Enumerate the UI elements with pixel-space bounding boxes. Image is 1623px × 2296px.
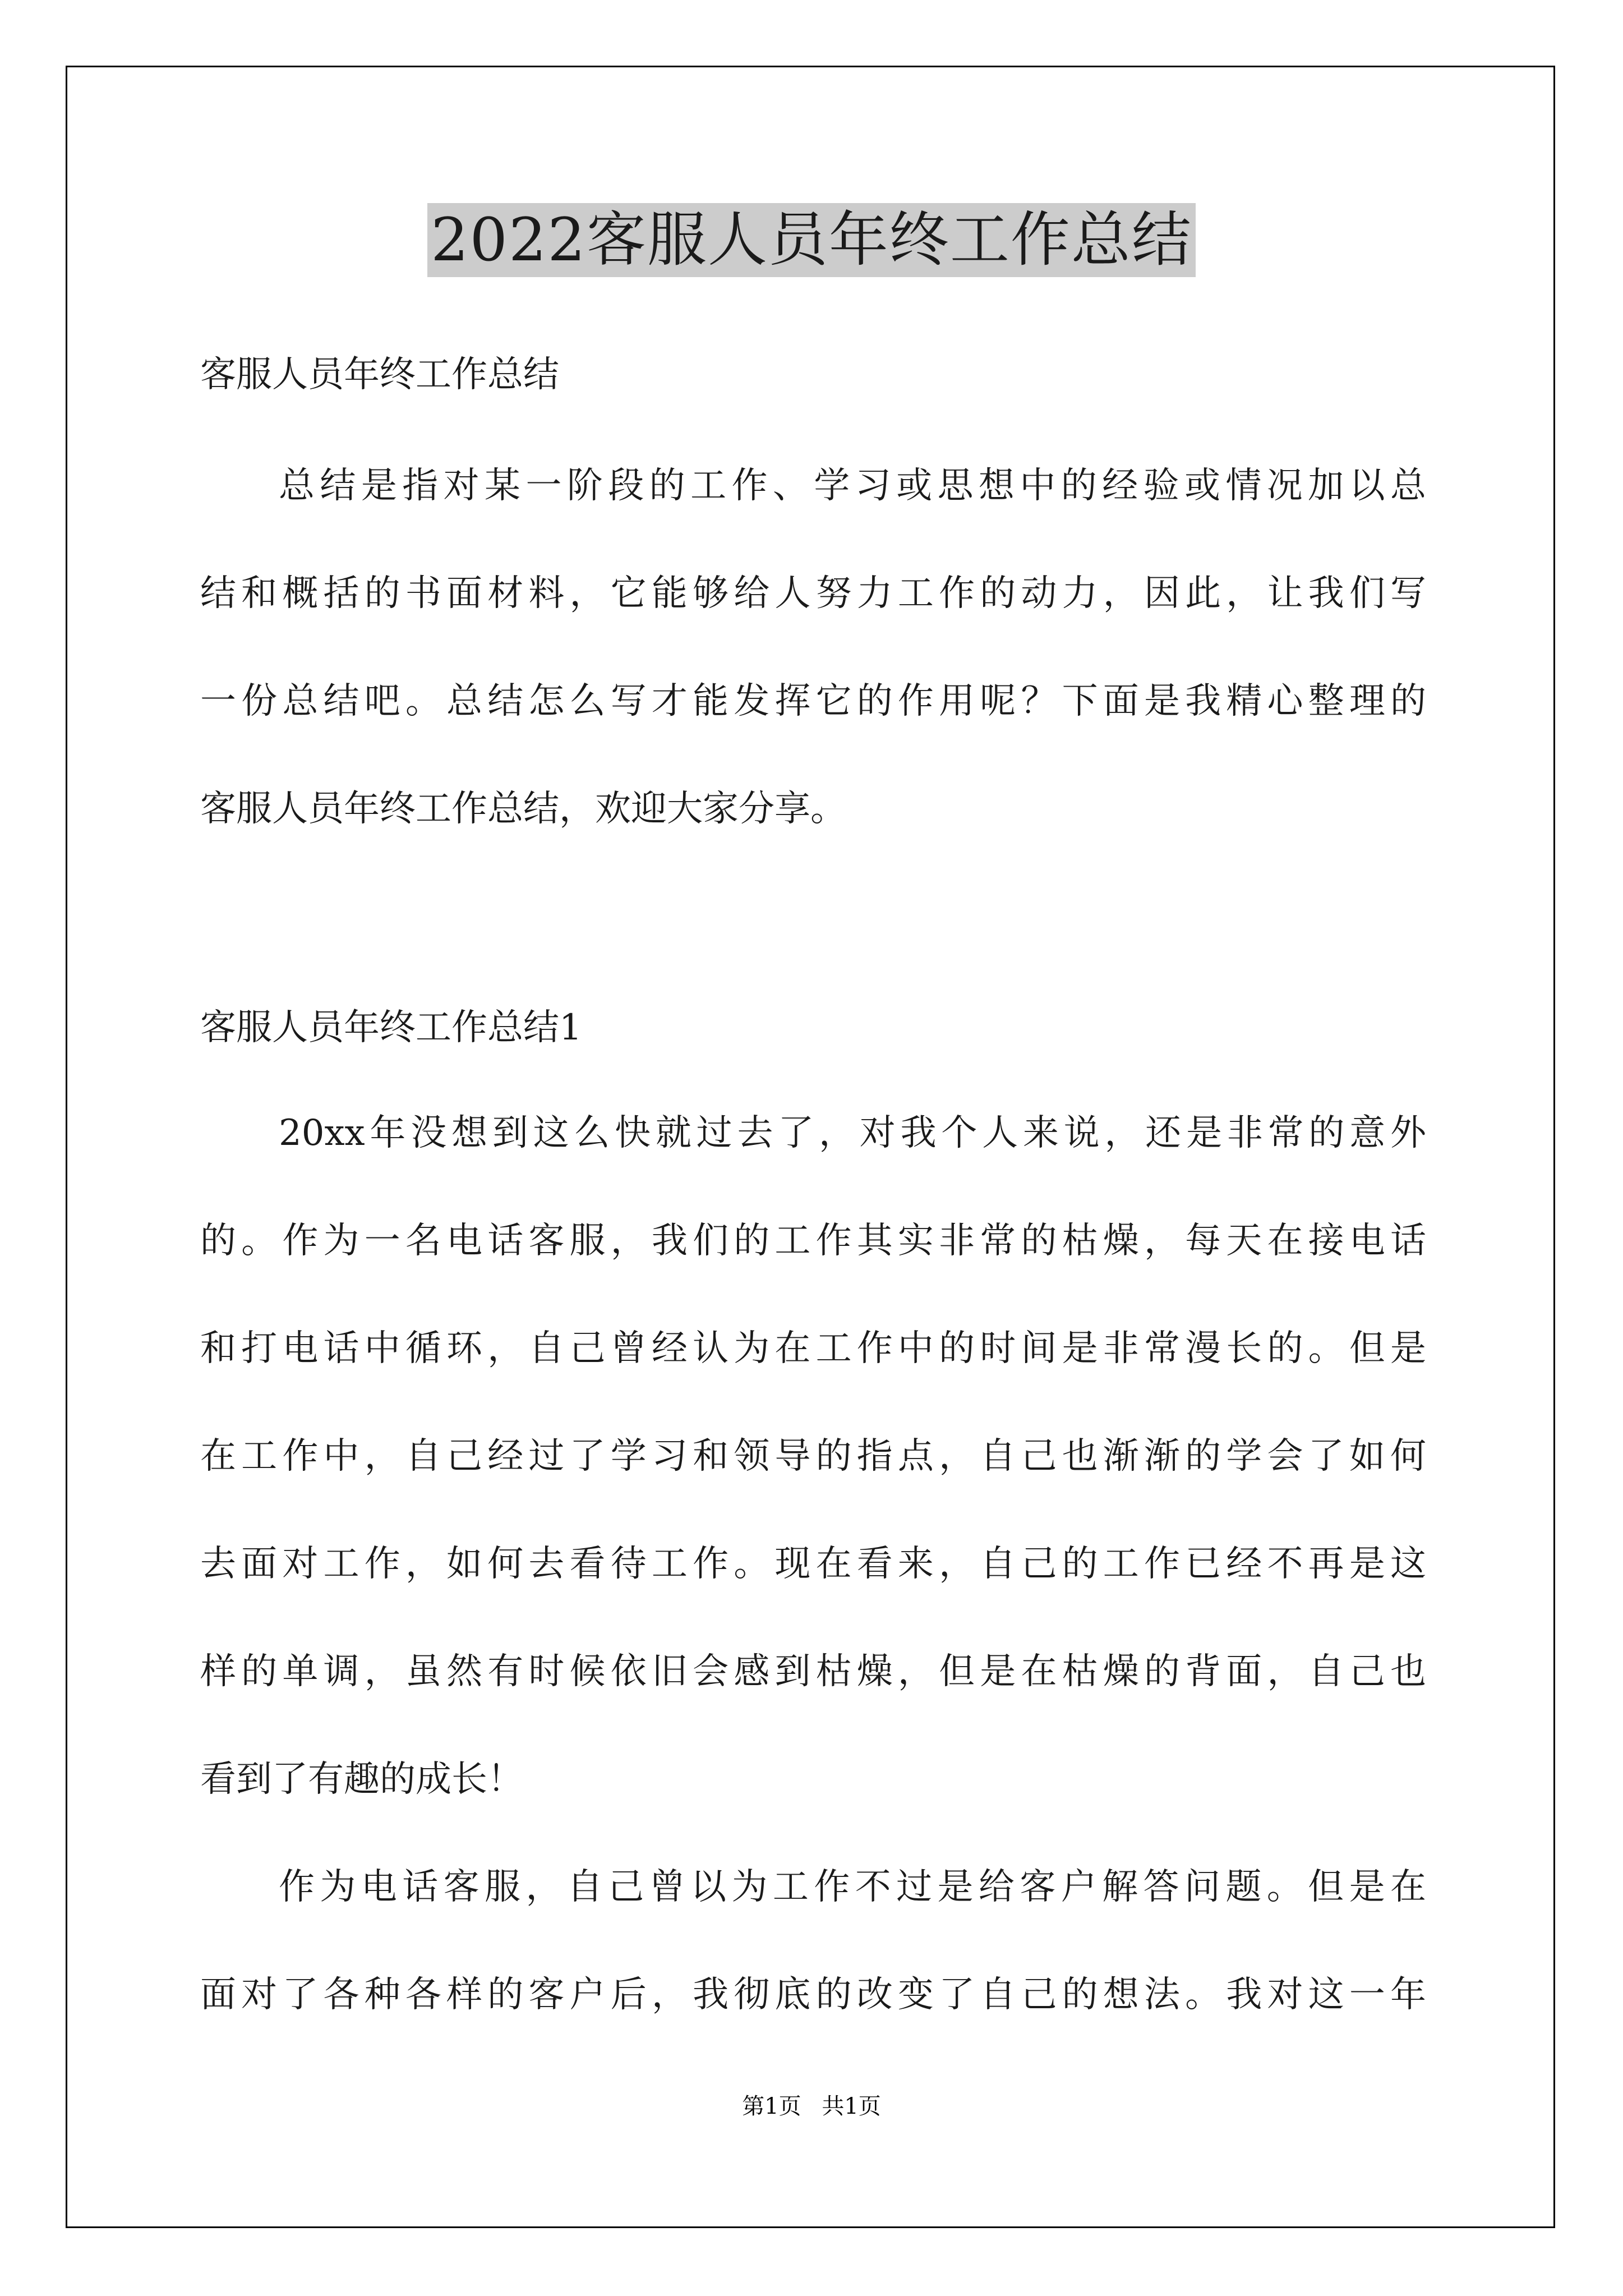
page-total: 共1页 (822, 2093, 881, 2119)
paragraph-line: 作为电话客服，自己曾以为工作不过是给客户解答问题。但是在 (279, 1866, 1426, 1908)
page-footer (0, 2092, 1623, 2120)
paragraph-line: 总结是指对某一阶段的工作、学习或思想中的经验或情况加以总 (279, 465, 1426, 507)
paragraph-line: 样的单调，虽然有时候依旧会感到枯燥，但是在枯燥的背面，自己也 (200, 1651, 1426, 1692)
paragraph-line: 在工作中，自己经过了学习和领导的指点，自己也渐渐的学会了如何 (200, 1435, 1426, 1477)
section-heading: 客服人员年终工作总结1 (200, 1007, 582, 1048)
document-title-text: 2022客服人员年终工作总结 (427, 203, 1196, 277)
paragraph-line: 一份总结吧。总结怎么写才能发挥它的作用呢？下面是我精心整理的 (200, 680, 1426, 722)
section-heading: 客服人员年终工作总结 (200, 354, 559, 395)
paragraph-line: 面对了各种各样的客户后，我彻底的改变了自己的想法。我对这一年 (200, 1974, 1426, 2016)
document-title (0, 203, 1623, 277)
page-number: 第1页 (742, 2093, 801, 2119)
paragraph-line: 20xx年没想到这么快就过去了，对我个人来说，还是非常的意外 (279, 1112, 1426, 1154)
paragraph-line: 结和概括的书面材料，它能够给人努力工作的动力，因此，让我们写 (200, 573, 1426, 614)
paragraph-line: 的。作为一名电话客服，我们的工作其实非常的枯燥，每天在接电话 (200, 1220, 1426, 1262)
paragraph-line: 和打电话中循环，自己曾经认为在工作中的时间是非常漫长的。但是 (200, 1328, 1426, 1369)
paragraph-line: 看到了有趣的成长！ (200, 1759, 523, 1800)
paragraph-line: 客服人员年终工作总结，欢迎大家分享。 (200, 788, 846, 830)
paragraph-line: 去面对工作，如何去看待工作。现在看来，自己的工作已经不再是这 (200, 1543, 1426, 1585)
